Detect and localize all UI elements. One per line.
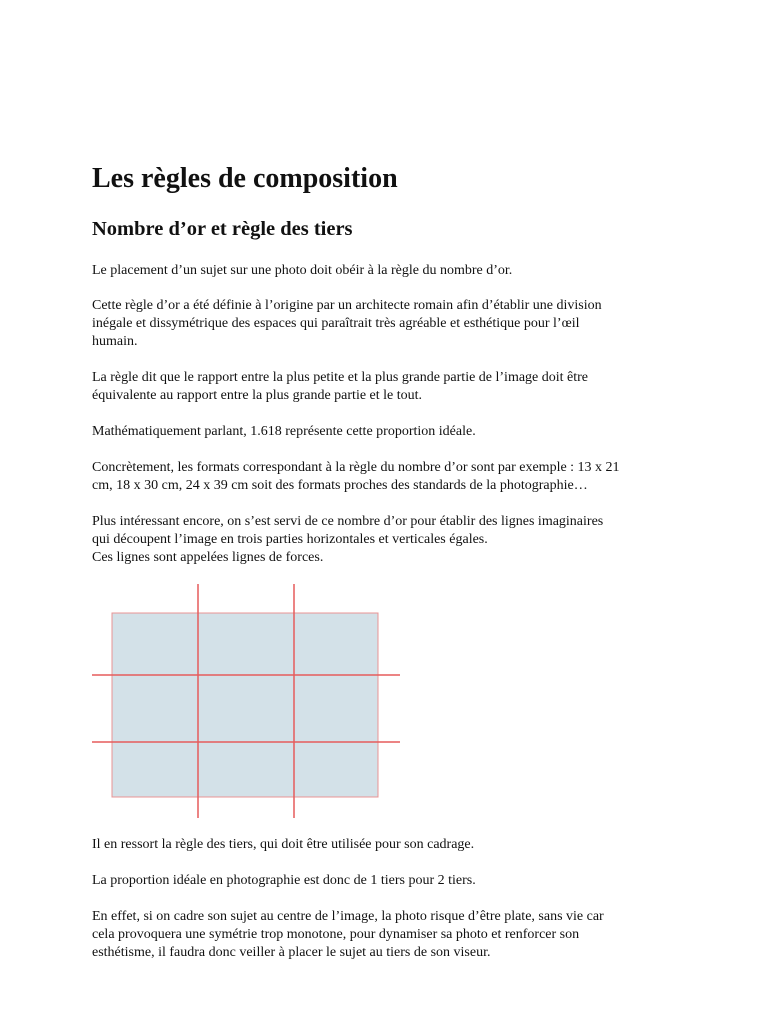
text-line: esthétisme, il faudra donc veiller à placer le sujet au tiers de son viseur.	[92, 945, 491, 960]
paragraph-9	[92, 908, 692, 962]
text-line: qui découpent l’image en trois parties horizontales et verticales égales.	[92, 532, 488, 547]
paragraph-4	[92, 423, 692, 441]
text-line: Il en ressort la règle des tiers, qui doit être utilisée pour son cadrage.	[92, 837, 475, 852]
text-line: Concrètement, les formats correspondant à la règle du nombre d’or sont par exemple : 13 x 21	[92, 460, 620, 475]
paragraph-7	[92, 836, 692, 854]
section-heading: Nombre d’or et règle des tiers	[92, 218, 353, 240]
text-line: Ces lignes sont appelées lignes de forces.	[92, 550, 324, 565]
text-line: La règle dit que le rapport entre la plus petite et la plus grande partie de l’image doit être	[92, 370, 589, 385]
text-line: équivalente au rapport entre la plus grande partie et le tout.	[92, 388, 423, 403]
paragraph-8	[92, 872, 692, 890]
rule-of-thirds-diagram	[92, 584, 402, 825]
text-line: cela provoquera une symétrie trop monotone, pour dynamiser sa photo et renforcer son	[92, 927, 580, 942]
text-line: Plus intéressant encore, on s’est servi de ce nombre d’or pour établir des lignes imaginaires	[92, 514, 604, 529]
paragraph-1	[92, 262, 692, 280]
rule-of-thirds-svg	[92, 584, 402, 820]
text-line: Le placement d’un sujet sur une photo doit obéir à la règle du nombre d’or.	[92, 263, 513, 278]
image-frame	[112, 613, 378, 797]
text-line: cm, 18 x 30 cm, 24 x 39 cm soit des formats proches des standards de la photographie…	[92, 478, 588, 493]
text-line: Mathématiquement parlant, 1.618 représente cette proportion idéale.	[92, 424, 476, 439]
paragraph-5	[92, 459, 692, 495]
page-title: Les règles de composition	[92, 163, 398, 194]
text-line: En effet, si on cadre son sujet au centre de l’image, la photo risque d’être plate, sans vie car	[92, 909, 604, 924]
paragraph-6	[92, 513, 692, 567]
text-line: humain.	[92, 334, 138, 349]
text-line: Cette règle d’or a été définie à l’origine par un architecte romain afin d’établir une division	[92, 298, 602, 313]
paragraph-2	[92, 297, 692, 351]
text-line: inégale et dissymétrique des espaces qui paraîtrait très agréable et esthétique pour l’œil	[92, 316, 580, 331]
text-line: La proportion idéale en photographie est donc de 1 tiers pour 2 tiers.	[92, 873, 476, 888]
paragraph-3	[92, 369, 692, 405]
